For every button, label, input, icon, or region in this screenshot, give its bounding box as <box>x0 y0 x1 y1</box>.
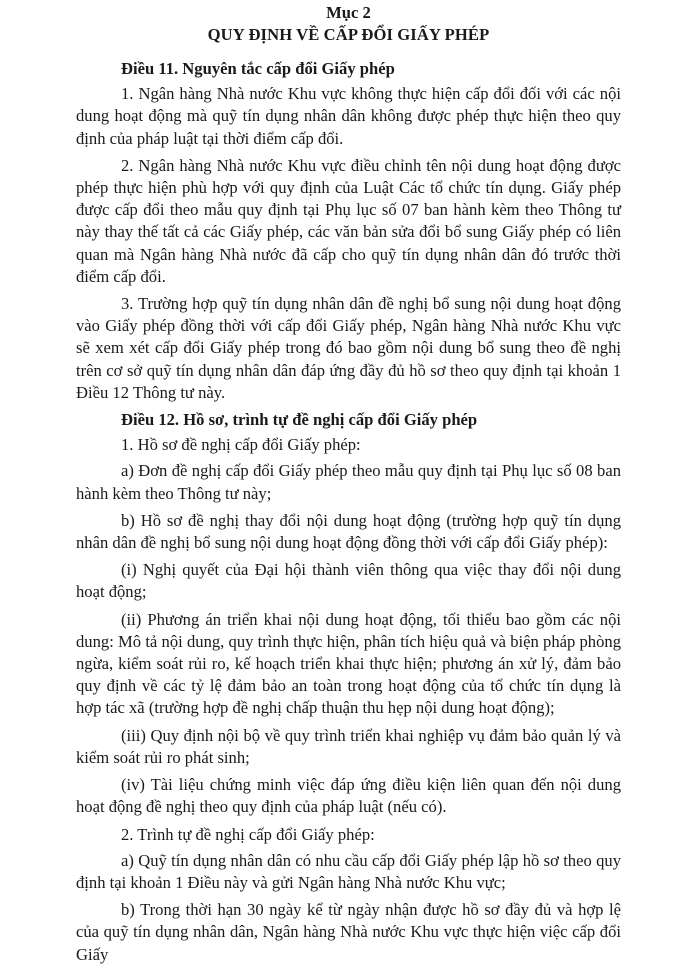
article-12-clause-1a: a) Đơn đề nghị cấp đổi Giấy phép theo mẫu quy định tại Phụ lục số 08 ban hành kèm theo Thông tư này; <box>76 461 621 503</box>
article-11-paragraph-3: 3. Trường hợp quỹ tín dụng nhân dân đề nghị bổ sung nội dung hoạt động vào Giấy phép đồng thời với cấp đổi Giấy phép, Ngân hàng Nhà nước Khu vực sẽ xem xét cấp đổi Giấy phép trong đó bao gồm nội dung bổ sung theo đề nghị trên cơ sở quỹ tín dụng nhân dân đáp ứng đầy đủ hồ sơ theo quy định tại khoản 1 Điều 12 Thông tư này. <box>76 294 621 402</box>
article-12-heading: Điều 12. Hồ sơ, trình tự đề nghị cấp đổi Giấy phép <box>121 410 478 430</box>
section-title: QUY ĐỊNH VỀ CẤP ĐỔI GIẤY PHÉP <box>207 25 490 44</box>
article-12-clause-1: 1. Hồ sơ đề nghị cấp đổi Giấy phép: <box>121 435 361 455</box>
section-label: Mục 2 <box>326 3 371 22</box>
article-12-clause-1b-iii: (iii) Quy định nội bộ về quy trình triển khai nghiệp vụ đảm bảo quản lý và kiểm soát rủi ro phát sinh; <box>76 725 621 767</box>
article-12-clause-1b: b) Hồ sơ đề nghị thay đổi nội dung hoạt động (trường hợp quỹ tín dụng nhân dân đề nghị bổ sung nội dung hoạt động đồng thời với cấp đổi Giấy phép): <box>76 510 621 553</box>
article-11-paragraph-2: 2. Ngân hàng Nhà nước Khu vực điều chỉnh tên nội dung hoạt động được phép thực hiện phù hợp với quy định của Luật Các tổ chức tín dụng. Giấy phép được cấp đổi theo mẫu quy định tại Phụ lục số 07 ban hành kèm theo Thông tư này thay thế tất cả các Giấy phép, các văn bản sửa đổi bổ sung Giấy phép có liên quan mà Ngân hàng Nhà nước đã cấp cho quỹ tín dụng nhân dân đó trước thời điểm cấp đổi. <box>76 155 621 286</box>
article-12-clause-1b-iv: (iv) Tài liệu chứng minh việc đáp ứng điều kiện liên quan đến nội dung hoạt động đề nghị theo quy định của pháp luật (nếu có). <box>76 775 621 817</box>
article-12-clause-1b-ii: (ii) Phương án triển khai nội dung hoạt động, tối thiểu bao gồm các nội dung: Mô tả nội dung, quy trình thực hiện, phân tích hiệu quả và biện pháp phòng ngừa, kiểm soát rủi ro, kế hoạch triển khai thực hiện; phương án xử lý, đảm bảo quy định về các tỷ lệ đảm bảo an toàn trong hoạt động của tổ chức tín dụng là hợp tác xã (trường hợp đề nghị chấp thuận thu hẹp nội dung hoạt động); <box>76 609 621 718</box>
article-11-heading: Điều 11. Nguyên tắc cấp đổi Giấy phép <box>121 59 395 78</box>
article-12-clause-2a: a) Quỹ tín dụng nhân dân có nhu cầu cấp đổi Giấy phép lập hồ sơ theo quy định tại khoản 1 Điều này và gửi Ngân hàng Nhà nước Khu vực; <box>76 850 621 892</box>
article-12-clause-2: 2. Trình tự đề nghị cấp đổi Giấy phép: <box>121 824 375 844</box>
document-page <box>76 0 621 971</box>
article-12-clause-1b-i: (i) Nghị quyết của Đại hội thành viên thông qua việc thay đổi nội dung hoạt động; <box>76 560 621 602</box>
article-11-paragraph-1: 1. Ngân hàng Nhà nước Khu vực không thực hiện cấp đổi đối với các nội dung hoạt động mà quỹ tín dụng nhân dân không được phép thực hiện theo quy định của pháp luật tại thời điểm cấp đổi. <box>76 84 621 148</box>
article-12-clause-2b: b) Trong thời hạn 30 ngày kể từ ngày nhận được hồ sơ đầy đủ và hợp lệ của quỹ tín dụng nhân dân, Ngân hàng Nhà nước Khu vực thực hiện việc cấp đổi Giấy <box>76 900 621 964</box>
